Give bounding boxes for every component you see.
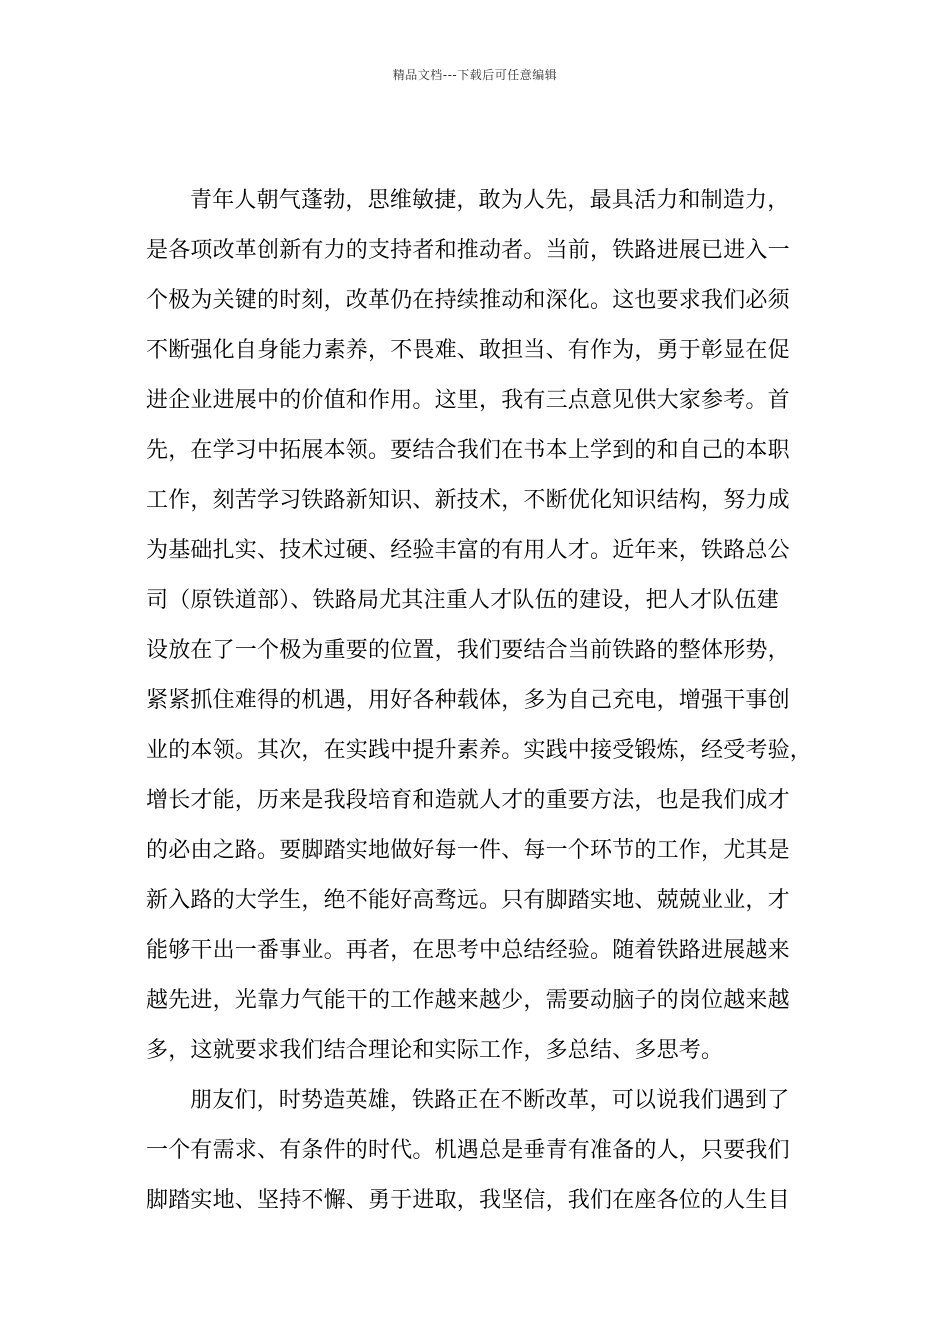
text-line: 越先进，光靠力气能干的工作越来越少，需要动脑子的岗位越来越 — [146, 988, 790, 1013]
text-line: 一个有需求、有条件的时代。机遇总是垂青有准备的人，只要我们 — [146, 1138, 790, 1163]
text-line: 不断强化自身能力素养，不畏难、敢担当、有作为，勇于彰显在促 — [146, 338, 790, 363]
text-line: 设放在了一个极为重要的位置，我们要结合当前铁路的整体形势， — [146, 638, 790, 663]
text-line: 能够干出一番事业。再者，在思考中总结经验。随着铁路进展越来 — [146, 938, 790, 963]
text-line: 业的本领。其次，在实践中提升素养。实践中接受锻炼，经受考验， — [146, 738, 813, 763]
text-line: 多，这就要求我们结合理论和实际工作，多总结、多思考。 — [146, 1038, 724, 1063]
paragraph-1 — [146, 180, 826, 1080]
text-line: 新入路的大学生，绝不能好高骛远。只有脚踏实地、兢兢业业，才 — [146, 888, 790, 913]
body-text — [146, 180, 826, 1230]
text-line: 先，在学习中拓展本领。要结合我们在书本上学到的和自己的本职 — [146, 438, 790, 463]
paragraph-2 — [146, 1080, 826, 1230]
text-line: 紧紧抓住难得的机遇，用好各种载体，多为自己充电，增强干事创 — [146, 688, 790, 713]
text-line: 工作，刻苦学习铁路新知识、新技术，不断优化知识结构，努力成 — [146, 488, 790, 513]
text-line: 的必由之路。要脚踏实地做好每一件、每一个环节的工作，尤其是 — [146, 838, 790, 863]
text-line: 司（原铁道部）、铁路局尤其注重人才队伍的建设，把人才队伍建 — [146, 588, 779, 613]
text-line: 朋友们，时势造英雄，铁路正在不断改革，可以说我们遇到了 — [190, 1088, 790, 1113]
text-line: 进企业进展中的价值和作用。这里，我有三点意见供大家参考。首 — [146, 388, 790, 413]
text-line: 增长才能，历来是我段培育和造就人才的重要方法，也是我们成才 — [146, 788, 790, 813]
text-line: 青年人朝气蓬勃，思维敏捷，敢为人先，最具活力和制造力， — [190, 188, 790, 213]
page-header: 精品文档---下载后可任意编辑 — [392, 68, 558, 82]
text-line: 个极为关键的时刻，改革仍在持续推动和深化。这也要求我们必须 — [146, 288, 790, 313]
text-line: 是各项改革创新有力的支持者和推动者。当前，铁路进展已进入一 — [146, 238, 790, 263]
text-line: 脚踏实地、坚持不懈、勇于进取，我坚信，我们在座各位的人生目 — [146, 1188, 790, 1213]
text-line: 为基础扎实、技术过硬、经验丰富的有用人才。近年来，铁路总公 — [146, 538, 790, 563]
